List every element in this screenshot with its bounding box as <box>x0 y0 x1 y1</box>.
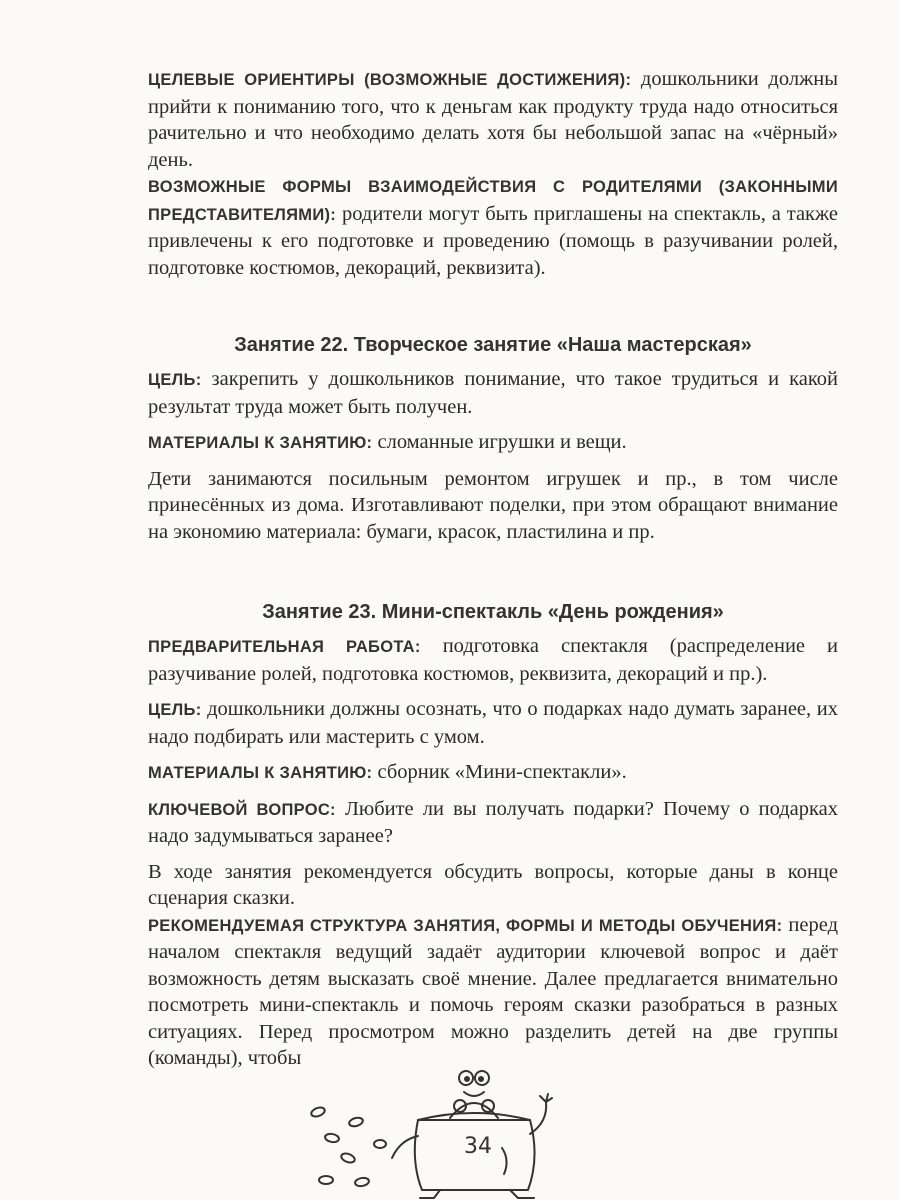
paragraph-lesson22-body: Дети занимаются посильным ремонтом игрушек и пр., в том числе принесённых из дома. Изготавливают поделки, при этом обращают внимание на экономию материала: бумаги, красок, пластилина и пр. <box>148 467 838 543</box>
page-body <box>148 66 838 1072</box>
label-lesson22-materials: МАТЕРИАЛЫ К ЗАНЯТИЮ: <box>148 434 373 452</box>
label-parent-interaction: ВОЗМОЖНЫЕ ФОРМЫ ВЗАИМОДЕЙСТВИЯ С РОДИТЕЛЯМИ (ЗАКОННЫМИ ПРЕДСТАВИТЕЛЯМИ): <box>148 178 838 224</box>
paragraph-lesson23-materials <box>148 759 838 787</box>
text-parent-interaction: родители могут быть приглашены на спектакль, а также привлечены к его подготовке и проведению (помощь в разучивании ролей, подготовке костюмов, декораций, реквизита). <box>148 202 838 279</box>
page-number: 34 <box>464 1134 492 1159</box>
paragraph-lesson22-goal <box>148 366 838 420</box>
wallet-character-illustration <box>300 1040 600 1200</box>
text-lesson23-goal: дошкольники должны осознать, что о подарках надо думать заранее, их надо подбирать или мастерить с умом. <box>148 698 838 748</box>
label-lesson23-materials: МАТЕРИАЛЫ К ЗАНЯТИЮ: <box>148 764 373 782</box>
paragraph-lesson22-materials <box>148 429 838 457</box>
paragraph-target-outcomes <box>148 66 838 173</box>
lesson-23-title: Занятие 23. Мини-спектакль «День рождения» <box>262 601 724 623</box>
label-lesson23-question: КЛЮЧЕВОЙ ВОПРОС: <box>148 800 336 819</box>
text-target-outcomes: дошкольники должны прийти к пониманию того, что к деньгам как продукту труда надо относиться рачительно и что необходимо делать хотя бы небольшой запас на «чёрный» день. <box>148 68 838 171</box>
text-lesson23-structure: перед началом спектакля ведущий задаёт аудитории ключевой вопрос и даёт возможность детям высказать своё мнение. Далее предлагается внимательно посмотреть мини-спектакль и помочь героям сказки разобраться в разных ситуациях. Перед просмотром можно разделить детей на две группы (команды), чтобы <box>148 913 838 1069</box>
paragraph-lesson23-goal <box>148 696 838 750</box>
paragraph-lesson23-body: В ходе занятия рекомендуется обсудить вопросы, которые даны в конце сценария сказки. <box>148 860 838 909</box>
paragraph-parent-interaction <box>148 173 838 281</box>
text-lesson23-question: Любите ли вы получать подарки? Почему о подарках надо задумываться заранее? <box>148 797 839 847</box>
text-lesson23-prep: подготовка спектакля (распределение и разучивание ролей, подготовка костюмов, реквизита, декораций и пр.). <box>148 635 839 685</box>
label-lesson22-goal: ЦЕЛЬ: <box>148 371 202 389</box>
paragraph-lesson23-question <box>148 796 838 850</box>
text-lesson22-materials: сломанные игрушки и вещи. <box>372 431 627 453</box>
label-lesson23-goal: ЦЕЛЬ: <box>148 701 202 719</box>
label-lesson23-prep: ПРЕДВАРИТЕЛЬНАЯ РАБОТА: <box>148 638 421 656</box>
label-target-outcomes: ЦЕЛЕВЫЕ ОРИЕНТИРЫ (ВОЗМОЖНЫЕ ДОСТИЖЕНИЯ): <box>148 71 632 89</box>
label-lesson23-structure: РЕКОМЕНДУЕМАЯ СТРУКТУРА ЗАНЯТИЯ, ФОРМЫ И МЕТОДЫ ОБУЧЕНИЯ: <box>148 916 783 935</box>
lesson-22-title: Занятие 22. Творческое занятие «Наша мастерская» <box>234 334 752 356</box>
text-lesson23-materials: сборник «Мини-спектакли». <box>372 761 627 783</box>
paragraph-lesson23-prep <box>148 633 838 687</box>
text-lesson22-goal: закрепить у дошкольников понимание, что такое трудиться и какой результат труда может быть получен. <box>148 368 838 418</box>
